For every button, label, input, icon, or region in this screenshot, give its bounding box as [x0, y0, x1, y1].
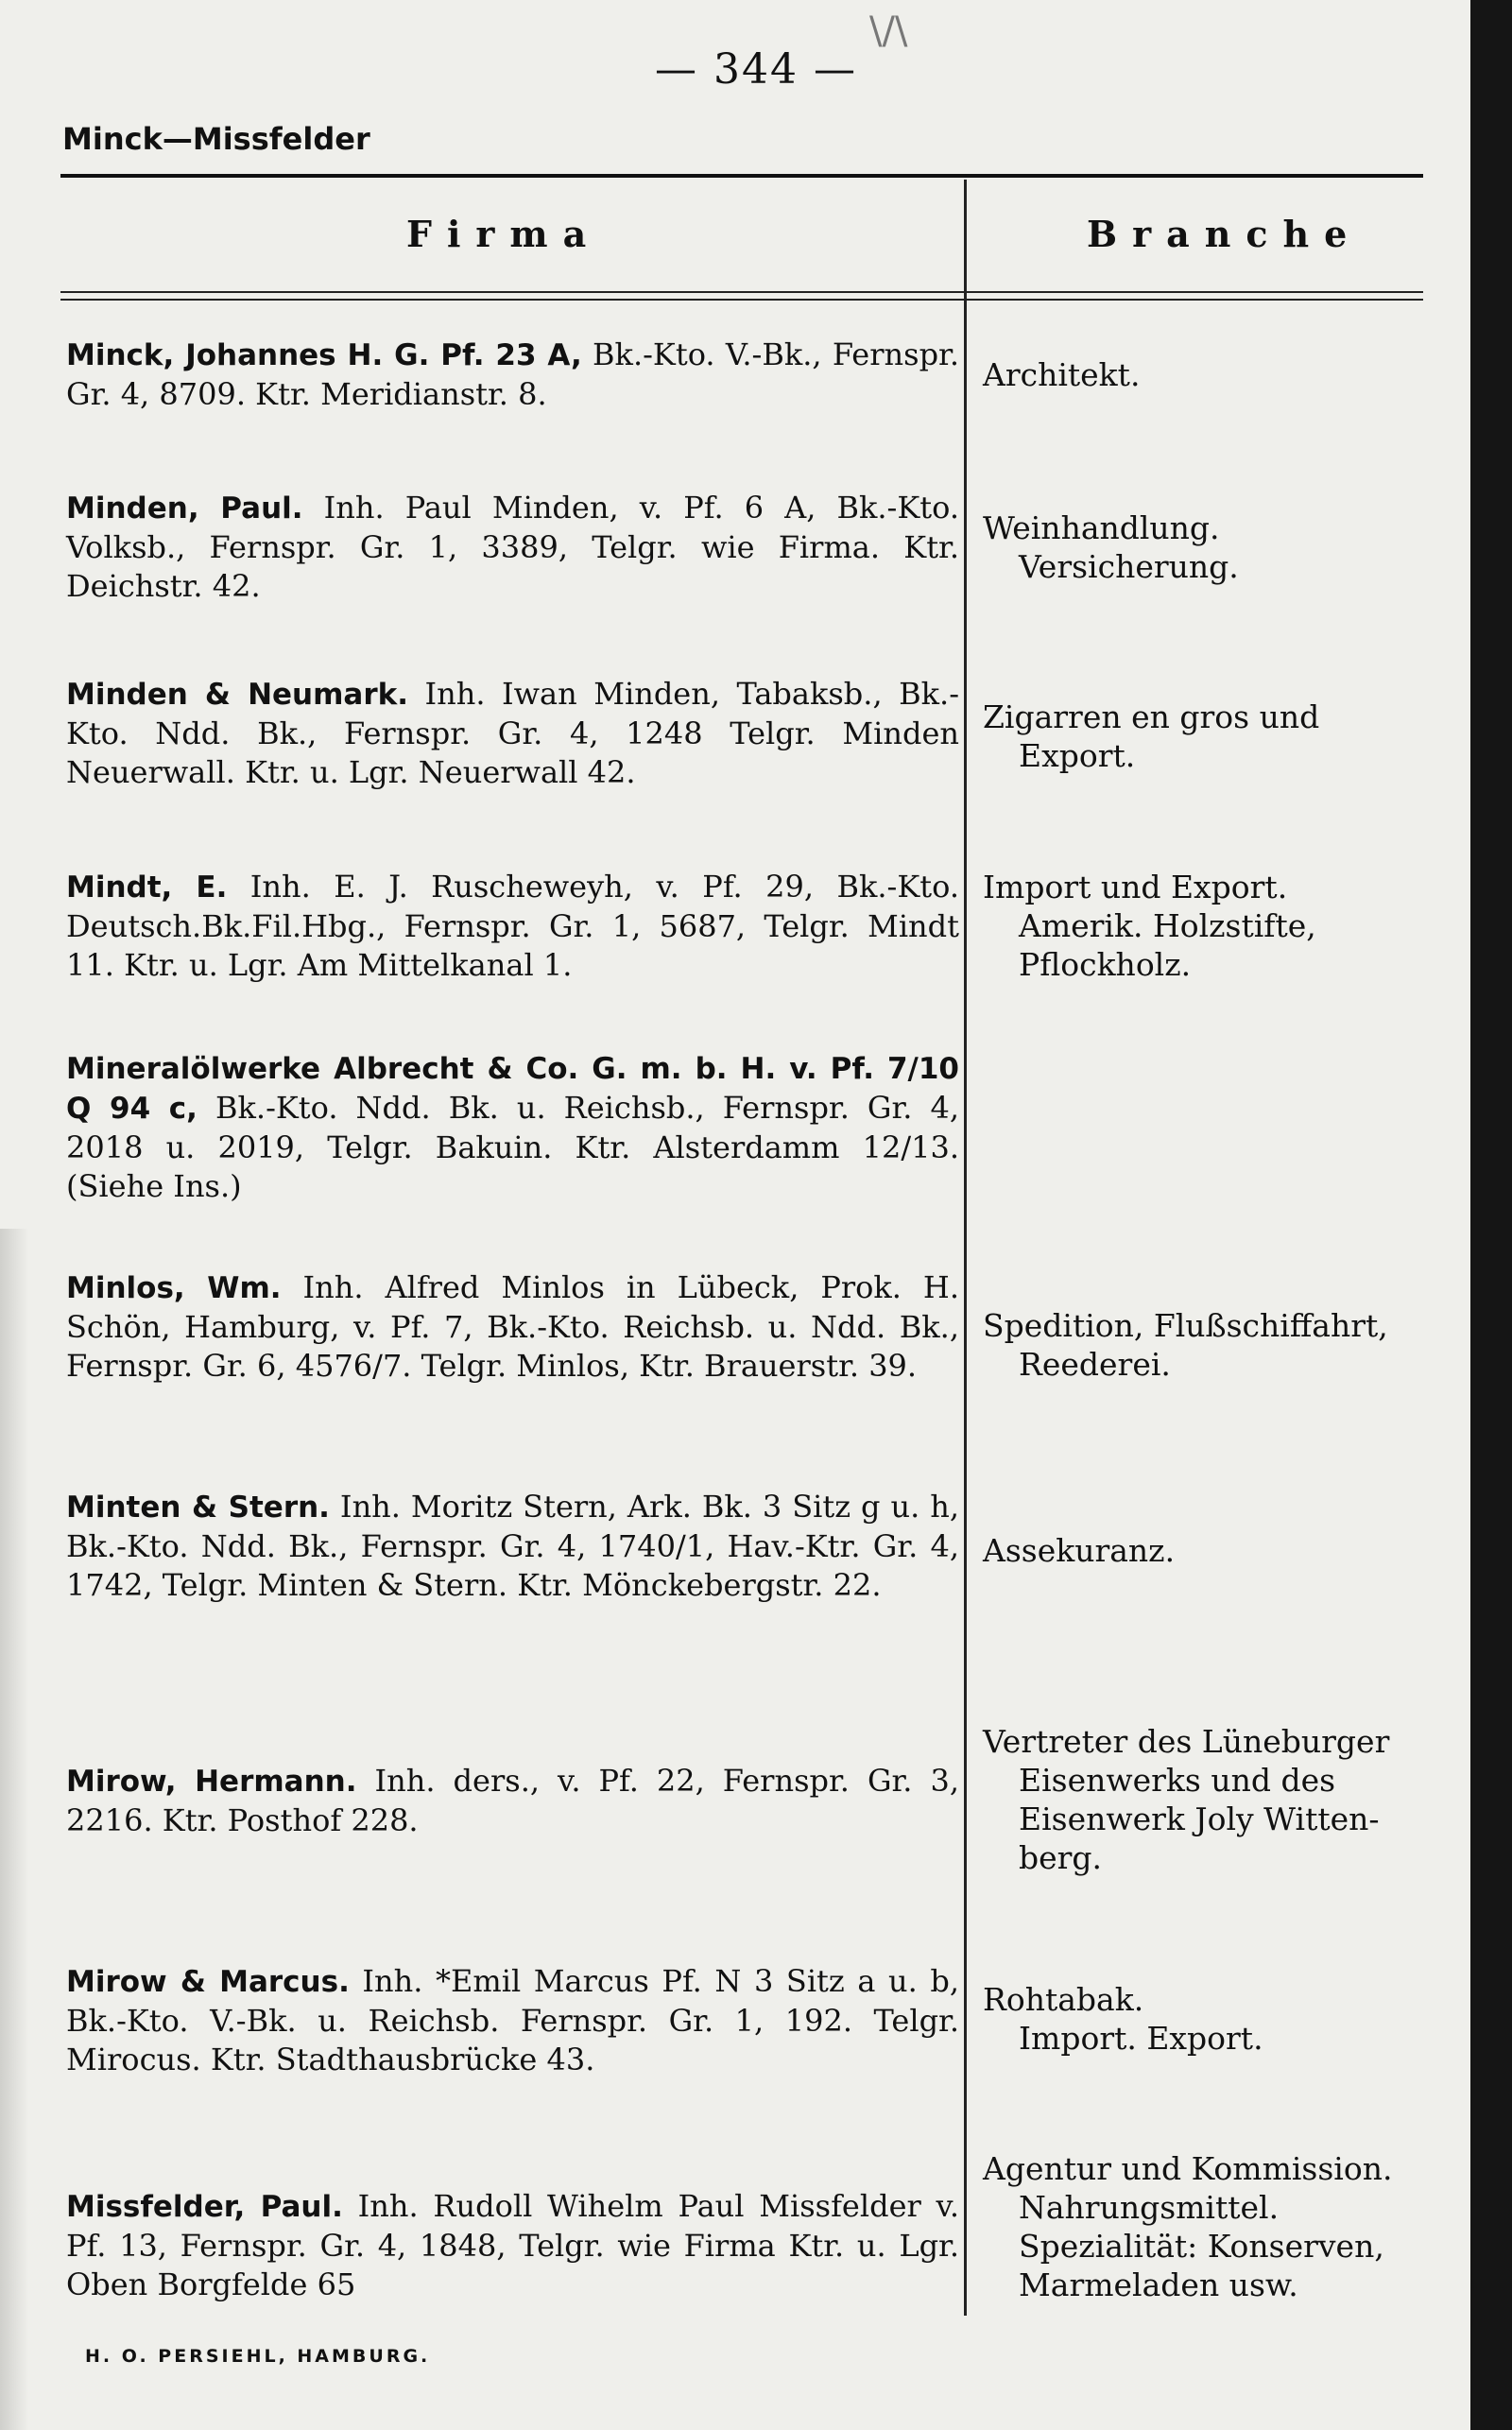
scan-edge-dark	[1470, 0, 1512, 2430]
firm-name: Missfelder, Paul.	[66, 2190, 343, 2224]
branche-line: Spezialität: Konserven,	[1019, 2228, 1384, 2265]
branche-line: Rohtabak.	[983, 1981, 1144, 2018]
branche-line: Vertreter des Lüneburger	[983, 1723, 1390, 1760]
branche-entry	[983, 868, 1455, 984]
branche-entry	[983, 508, 1455, 586]
branche-entry	[983, 1722, 1455, 1877]
firm-entry	[66, 1268, 959, 1386]
firm-details: Inh. Rudoll Wihelm Paul Missfelder v. Pf. 13, Fernspr. Gr. 4, 1848, Telgr. wie Firma Ktr. u. Lgr. Oben Borgfelde 65	[66, 2188, 960, 2302]
page-edge-shadow	[0, 1229, 28, 2430]
column-header-branche: Branche	[1087, 213, 1363, 255]
branche-line: Architekt.	[983, 356, 1141, 393]
header-rule	[60, 174, 1423, 178]
firm-entry	[66, 1762, 959, 1840]
branche-entry	[983, 1531, 1455, 1570]
firm-entry	[66, 675, 959, 792]
branche-line: Import. Export.	[1019, 2020, 1263, 2057]
firm-name: Mirow, Hermann.	[66, 1765, 357, 1799]
firm-name: Minck, Johannes H. G. Pf. 23 A,	[66, 338, 582, 372]
firm-entry	[66, 2187, 959, 2304]
branche-line: Versicherung.	[1019, 548, 1239, 585]
branche-line: Spedition, Flußschiffahrt,	[983, 1307, 1388, 1344]
branche-line: Nahrungsmittel.	[1019, 2189, 1280, 2226]
firm-name: Mindt, E.	[66, 870, 228, 905]
firm-name: Minden & Neumark.	[66, 678, 409, 712]
firm-entry	[66, 868, 959, 985]
firm-details: Bk.-Kto. Ndd. Bk. u. Reichsb., Fernspr. Gr. 4, 2018 u. 2019, Telgr. Bakuin. Ktr. Alsterdamm 12/13. (Siehe Ins.)	[66, 1090, 959, 1204]
pencil-mark: \/\	[869, 9, 908, 53]
branche-line: Import und Export.	[983, 869, 1288, 905]
branche-line: Reederei.	[1019, 1346, 1171, 1383]
branche-entry	[983, 355, 1455, 394]
branche-entry	[983, 698, 1455, 775]
branche-line: Export.	[1019, 737, 1136, 774]
firm-name: Minten & Stern.	[66, 1491, 330, 1525]
branche-line: Agentur und Kommission.	[983, 2150, 1393, 2187]
branche-entry	[983, 2149, 1455, 2304]
firm-details: Inh. Alfred Minlos in Lübeck, Prok. H. Schön, Hamburg, v. Pf. 7, Bk.-Kto. Reichsb. u. Ndd. Bk., Fernspr. Gr. 6, 4576/7. Telgr. Minlos, Ktr. Brauerstr. 39.	[66, 1269, 960, 1384]
branche-line: Zigarren en gros und	[983, 698, 1320, 735]
firm-entry	[66, 1049, 959, 1206]
column-header-firma: Firma	[406, 213, 602, 255]
printer-imprint: H. O. PERSIEHL, HAMBURG.	[85, 2346, 431, 2367]
firm-details: Inh. ders., v. Pf. 22, Fernspr. Gr. 3, 2216. Ktr. Posthof 228.	[66, 1763, 959, 1838]
branche-line: Eisenwerk Joly Witten-	[1019, 1801, 1380, 1837]
branche-entry	[983, 1306, 1455, 1384]
firm-entry	[66, 336, 959, 414]
firm-entry	[66, 1962, 959, 2079]
column-divider	[964, 180, 967, 2316]
branche-line: Eisenwerks und des	[1019, 1762, 1336, 1799]
header-double-rule-upper	[60, 291, 1423, 293]
firm-name: Minlos, Wm.	[66, 1271, 282, 1305]
branche-line: berg.	[1019, 1839, 1103, 1876]
firm-name: Minden, Paul.	[66, 491, 303, 526]
firm-details: Inh. E. J. Ruscheweyh, v. Pf. 29, Bk.-Kto. Deutsch.Bk.Fil.Hbg., Fernspr. Gr. 1, 5687, Telgr. Mindt 11. Ktr. u. Lgr. Am Mittelkanal 1.	[66, 869, 959, 983]
branche-line: Pflockholz.	[1019, 946, 1192, 983]
firm-name: Mineralölwerke Albrecht & Co. G. m. b. H. v. Pf. 7/10 Q 94 c,	[66, 1052, 959, 1126]
branche-line: Assekuranz.	[983, 1532, 1176, 1569]
firm-details: Bk.-Kto. V.-Bk., Fernspr. Gr. 4, 8709. Ktr. Meridianstr. 8.	[66, 336, 960, 412]
branche-entry	[983, 1980, 1455, 2058]
firm-details: Inh. Paul Minden, v. Pf. 6 A, Bk.-Kto. Volksb., Fernspr. Gr. 1, 3389, Telgr. wie Firma. Ktr. Deichstr. 42.	[66, 490, 959, 604]
firm-details: Inh. Moritz Stern, Ark. Bk. 3 Sitz g u. h, Bk.-Kto. Ndd. Bk., Fernspr. Gr. 4, 1740/1, Hav.-Ktr. Gr. 4, 1742, Telgr. Minten & Stern. Ktr. Mönckebergstr. 22.	[66, 1489, 960, 1603]
firm-entry	[66, 1488, 959, 1605]
firm-details: Inh. *Emil Marcus Pf. N 3 Sitz a u. b, Bk.-Kto. V.-Bk. u. Reichsb. Fernspr. Gr. 1, 192. Telgr. Mirocus. Ktr. Stadthausbrücke 43.	[66, 1963, 959, 2077]
branche-line: Marmeladen usw.	[1019, 2266, 1298, 2303]
running-head: Minck—Missfelder	[62, 121, 370, 157]
branche-line: Weinhandlung.	[983, 509, 1220, 546]
page-number: — 344 —	[655, 45, 857, 94]
firm-entry	[66, 489, 959, 606]
firm-name: Mirow & Marcus.	[66, 1965, 350, 1999]
firm-details: Inh. Iwan Minden, Tabaksb., Bk.-Kto. Ndd. Bk., Fernspr. Gr. 4, 1248 Telgr. Minden Neuerwall. Ktr. u. Lgr. Neuerwall 42.	[66, 676, 960, 790]
branche-line: Amerik. Holzstifte,	[1019, 907, 1316, 944]
header-double-rule-lower	[60, 299, 1423, 301]
